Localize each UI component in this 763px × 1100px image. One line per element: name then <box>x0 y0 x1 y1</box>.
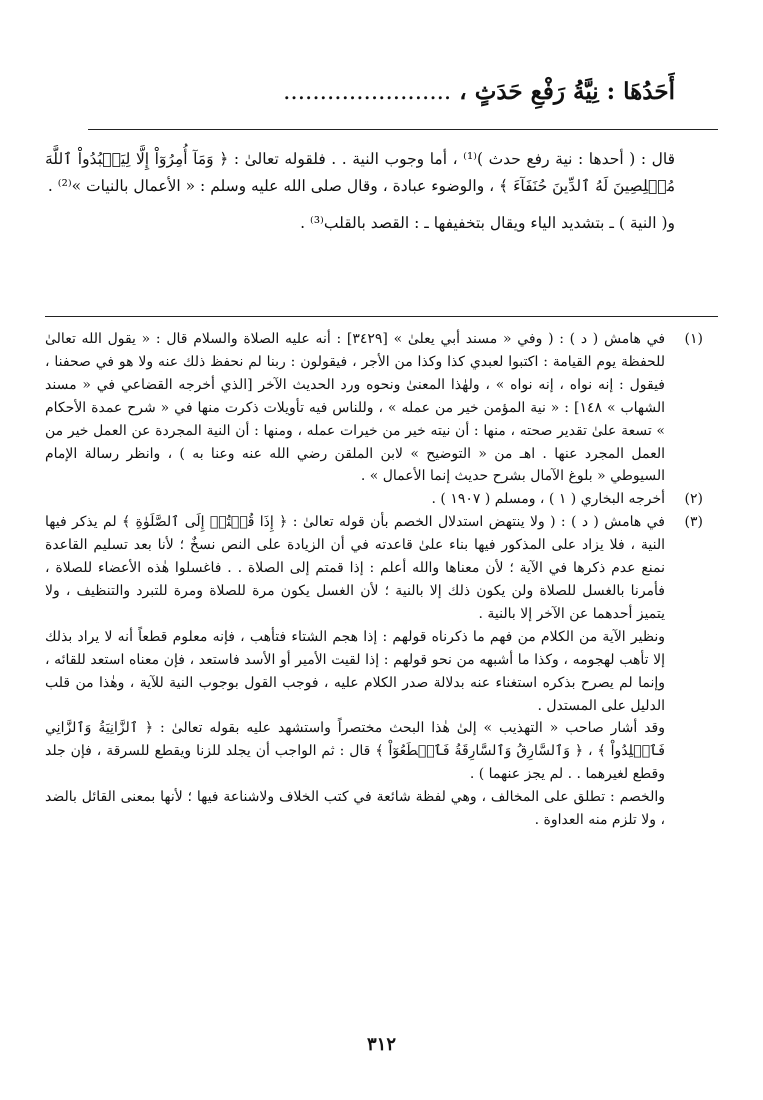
footnote <box>45 511 703 832</box>
commentary-paragraph: قال : ( أحدها : نية رفع حدث )⁽¹⁾ ، أما وجوب النية . . فلقوله تعالىٰ : ﴿ وَمَآ أُمِرُوٓاْ إِلَّا لِيَعۡبُدُواْ ٱللَّهَ مُخۡلِصِينَ لَهُ ٱلدِّينَ حُنَفَآءَ ﴾ ، والوضوء عبادة ، وقال صلى الله عليه وسلم : « الأعمال بالنيات »⁽²⁾ . <box>45 150 675 195</box>
footnote-paragraph: في هامش ( د ) : ( ولا ينتهض استدلال الخصم بأن قوله تعالىٰ : ﴿ إِذَا قُمۡتُمۡ إِلَى ٱلصَّلَوٰةِ ﴾ لم يذكر فيها النية ، فلا يزاد على المذكور فيها بناء علىٰ قاعدته في أن الزيادة على النص نسخٌ ؛ لأنا بعد تسليم القاعدة نمنع عدم ذكرها في الآية ؛ لأن معناها والله أعلم : إذا قمتم إلى الصلاة . . فاغسلوا هٰذه الأعضاء للصلاة ، فأمرنا بالغسل للصلاة ولن يكون ذلك إلا بالنية ؛ لأن الغسل يكون مرة للصلاة ومرة للتبرد والتنظيف ، ولا يتميز أحدهما عن الآخر إلا بالنية . <box>45 514 665 622</box>
commentary-paragraph: و( النية ) ـ بتشديد الياء ويقال بتخفيفها ـ : القصد بالقلب⁽³⁾ . <box>300 214 675 232</box>
footnote-paragraph: ونظير الآية من الكلام من فهم ما ذكرناه قولهم : إذا هجم الشتاء فتأهب ، فإنه معلوم قطعاً أنه لا يراد بذلك إلا تأهب لهجومه ، وكذا ما أشبهه من نحو قولهم : إذا لقيت الأمير أو الأسد فاستعد ، فإن معناه استعد للقائه ، وإنما لم يصرح بذكره استغناء عنه بدلالة صدر الكلام عليه ، فوجب القول بوجوب النية للآية ، وهٰذا من قلب الدليل على المستدل . <box>45 628 665 714</box>
matn-dots: ....................... <box>283 79 452 105</box>
footnote-divider <box>45 316 718 317</box>
commentary-block <box>45 146 675 237</box>
footnotes <box>45 328 703 832</box>
page-number: ٣١٢ <box>366 1034 396 1055</box>
matn-text: أَحَدُهَا : نِيَّةُ رَفْعِ حَدَثٍ ، <box>459 78 675 105</box>
footnote-number: (٢) <box>684 491 703 508</box>
footnote-paragraph: في هامش ( د ) : ( وفي « مسند أبي يعلىٰ » [٣٤٢٩] : أنه عليه الصلاة والسلام قال : « يقول الله تعالىٰ للحفظة يوم القيامة : اكتبوا لعبدي كذا وكذا من الأجر ، فيقولون : ربنا لم نحفظ ذلك عنه ولا هو في صحفنا ، فيقول : إنه نواه ، إنه نواه » ، ولهٰذا المعنىٰ ونحوه ورد الحديث الآخر [الذي أخرجه القضاعي في « مسند الشهاب » ١٤٨] : « نية المؤمن خير من عمله » ، وللناس فيه تأويلات ذكرت منها في « شرح عمدة الأحكام » تسعة علىٰ تقدير صحته ، منها : أن نيته خير من خيرات عمله ، ومنها : أن النية المجردة عن العمل خير من العمل المجرد عنها . اهـ من « التوضيح » لابن الملقن رضي الله عنه وعنا به ) ، وانظر رسالة الإمام السيوطي « بلوغ الآمال بشرح حديث إنما الأعمال » . <box>45 331 666 485</box>
footnote-paragraph: وقد أشار صاحب « التهذيب » إلىٰ هٰذا البحث مختصراً واستشهد عليه بقوله تعالىٰ : ﴿ ٱلزَّانِيَةُ وَٱلزَّانِي فَٱجۡلِدُواْ ﴾ ، ﴿ وَٱلسَّارِقُ وَٱلسَّارِقَةُ فَٱقۡطَعُوٓاْ ﴾ قال : ثم الواجب أن يجلد للزنا ويقطع للسرقة ، فإن جلد وقطع لغيرهما . . لم يجز عنهما ) . <box>45 720 665 783</box>
matn-heading <box>95 72 675 112</box>
footnote-number: (١) <box>684 331 703 347</box>
top-divider <box>88 129 718 130</box>
footnote <box>45 328 703 488</box>
footnote <box>45 488 703 511</box>
footnote-number: (٣) <box>684 514 703 531</box>
footnote-paragraph: أخرجه البخاري ( ١ ) ، ومسلم ( ١٩٠٧ ) . <box>431 491 665 508</box>
footnote-paragraph: والخصم : تطلق على المخالف ، وهي لفظة شائعة في كتب الخلاف ولاشناعة فيها ؛ لأنها بمعنى القائل بالضد ، ولا تلزم منه العداوة . <box>45 789 665 829</box>
